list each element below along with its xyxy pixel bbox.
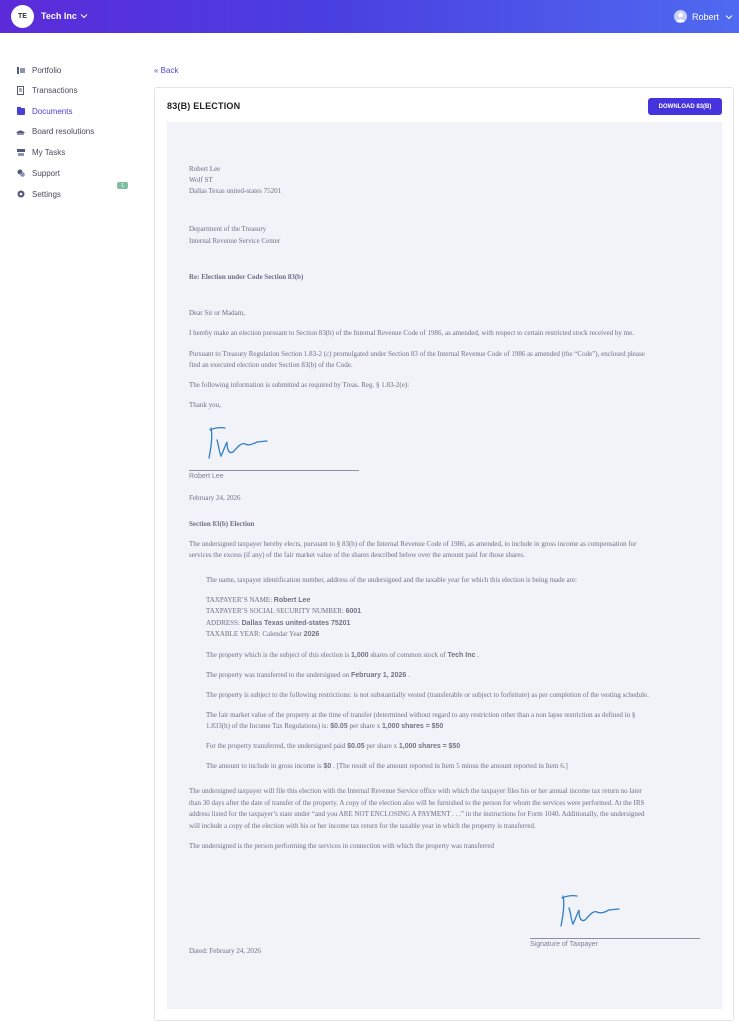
letter-date: February 24, 2026 bbox=[189, 494, 241, 502]
sidebar-item-transactions[interactable] bbox=[16, 83, 78, 97]
signature-label: Signature of Taxpayer bbox=[530, 941, 598, 948]
user-avatar-icon[interactable] bbox=[674, 10, 687, 23]
company-avatar[interactable]: TE bbox=[11, 5, 34, 28]
paragraph-2a: Pursuant to Treasury Regulation Section 1.83-2 (c) promulgated under Section 83 of the Internal Revenue Code of 1986 as amended (the “Code”), enclosed please bbox=[189, 350, 645, 358]
item-4: The property is subject to the following restrictions: is not substantially vested (transferable or subject to forfeiture) as per completion of the vesting schedule. bbox=[206, 691, 649, 699]
tasks-count-badge: 1 bbox=[117, 182, 128, 189]
salutation: Dear Sir or Madam, bbox=[189, 309, 245, 317]
signer-name: Robert Lee bbox=[189, 473, 224, 480]
portfolio-icon bbox=[16, 66, 25, 75]
chevron-down-icon[interactable] bbox=[724, 12, 734, 22]
item-2: The property which is the subject of this election is 1,000 shares of common stock of Tech Inc . bbox=[206, 651, 479, 659]
item-5b: 1.833(h) of the Income Tax Regulations) is: $0.05 per share x 1,000 shares = $50 bbox=[206, 722, 444, 730]
taxpayer-name-row: TAXPAYER’S NAME: Robert Lee bbox=[206, 596, 311, 604]
tax-year-row: TAXABLE YEAR: Calendar Year 2026 bbox=[206, 630, 320, 638]
sidebar-item-portfolio[interactable] bbox=[16, 63, 61, 77]
item-3: The property was transferred to the undersigned on February 1, 2026 . bbox=[206, 671, 410, 679]
item-1: The name, taxpayer identification number, address of the undersigned and the taxable year for which this election is being made are: bbox=[206, 576, 577, 584]
filing-line-1: The undersigned taxpayer will file this election with the Internal Revenue Service office with which the taxpayer files his or her annual income tax return no later bbox=[189, 787, 642, 795]
sidebar-item-support[interactable] bbox=[16, 166, 60, 180]
paragraph-2b: find an executed election under Section 83(b) of the Code. bbox=[189, 361, 353, 369]
tasks-icon bbox=[16, 148, 25, 157]
sender-city: Dallas Texas united-states 75201 bbox=[189, 187, 282, 195]
paragraph-1: I hereby make an election pursuant to Section 83(b) of the Internal Revenue Code of 1986, as amended, with respect to certain restricted stock received by me. bbox=[189, 329, 634, 337]
dated-line: Dated: February 24, 2026 bbox=[189, 947, 261, 955]
gear-icon bbox=[16, 190, 25, 199]
paragraph-3: The following information is submitted as required by Treas. Reg. § 1.83-2(e): bbox=[189, 381, 410, 389]
sidebar-item-label: Portfolio bbox=[32, 65, 62, 75]
sidebar-item-label: Settings bbox=[32, 189, 61, 199]
item-6: For the property transferred, the undersigned paid $0.05 per share x 1,000 shares = $50 bbox=[206, 742, 461, 750]
sidebar-item-board-resolutions[interactable] bbox=[16, 124, 94, 138]
company-name[interactable]: Tech Inc bbox=[41, 11, 77, 21]
sidebar-item-label: My Tasks bbox=[32, 147, 66, 157]
sidebar-item-label: Support bbox=[32, 168, 61, 178]
recipient-line1: Department of the Treasury bbox=[189, 225, 267, 233]
sidebar-item-label: Board resolutions bbox=[32, 126, 95, 136]
closing: Thank you, bbox=[189, 401, 221, 409]
signature-line bbox=[189, 470, 359, 471]
filing-line-4: will include a copy of the election with his or her income tax return for the taxable year in which the property is transferred. bbox=[189, 822, 536, 830]
address-row: ADDRESS: Dallas Texas united-states 75201 bbox=[206, 619, 351, 627]
user-name[interactable]: Robert bbox=[692, 12, 720, 22]
item-7: The amount to include in gross income is $0 . [The result of the amount reported in Item 5 minus the amount reported in Item 6.] bbox=[206, 762, 568, 770]
sender-street: Wolf ST bbox=[189, 176, 213, 184]
ssn-row: TAXPAYER’S SOCIAL SECURITY NUMBER: 6001 bbox=[206, 607, 362, 615]
sidebar-item-label: Transactions bbox=[32, 85, 78, 95]
section-heading: Section 83(b) Election bbox=[189, 520, 255, 528]
documents-icon bbox=[16, 107, 25, 116]
page-title: 83(B) ELECTION bbox=[167, 101, 241, 111]
sender-name: Robert Lee bbox=[189, 165, 221, 173]
support-icon bbox=[16, 169, 25, 178]
sidebar-item-documents[interactable] bbox=[16, 104, 72, 118]
intro-line-b: services the excess (if any) of the fair market value of the shares described below over the amount paid for those shares. bbox=[189, 551, 525, 559]
transactions-icon bbox=[16, 86, 25, 95]
sidebar-item-settings[interactable] bbox=[16, 187, 61, 201]
taxpayer-signature-image bbox=[557, 892, 623, 930]
filing-line-2: than 30 days after the date of transfer of the property. A copy of the election also will be furnished to the person for whom the services were performed. At the IRS bbox=[189, 799, 645, 807]
taxpayer-signature-line bbox=[530, 938, 700, 939]
top-navbar bbox=[0, 0, 739, 33]
sidebar bbox=[0, 33, 140, 1024]
recipient-line2: Internal Revenue Service Center bbox=[189, 237, 281, 245]
sidebar-item-label: Documents bbox=[32, 106, 73, 116]
intro-line-a: The undersigned taxpayer hereby elects, pursuant to § 83(b) of the Internal Revenue Code of 1986, as amended, to include in gross income as compensation for bbox=[189, 540, 637, 548]
document-preview bbox=[167, 122, 722, 1009]
signature-image bbox=[205, 424, 271, 462]
document-card bbox=[154, 87, 734, 1021]
performer-statement: The undersigned is the person performing the services in connection with which the property was transferred bbox=[189, 842, 494, 850]
sidebar-item-my-tasks[interactable] bbox=[16, 145, 65, 159]
back-link[interactable]: « Back bbox=[154, 66, 179, 75]
re-line: Re: Election under Code Section 83(b) bbox=[189, 273, 304, 281]
filing-line-3: address listed for the taxpayer’s state under “and you ARE NOT ENCLOSING A PAYMENT . . .” in the instructions for Form 1040. Additionally, the undersigned bbox=[189, 810, 645, 818]
chevron-down-icon[interactable] bbox=[79, 11, 89, 21]
board-resolutions-icon bbox=[16, 127, 25, 136]
item-5a: The fair market value of the property at the time of transfer (determined without regard to any restriction other than a non lapse restriction as defined in § bbox=[206, 711, 636, 719]
download-83b-button[interactable]: DOWNLOAD 83(B) bbox=[648, 98, 722, 115]
